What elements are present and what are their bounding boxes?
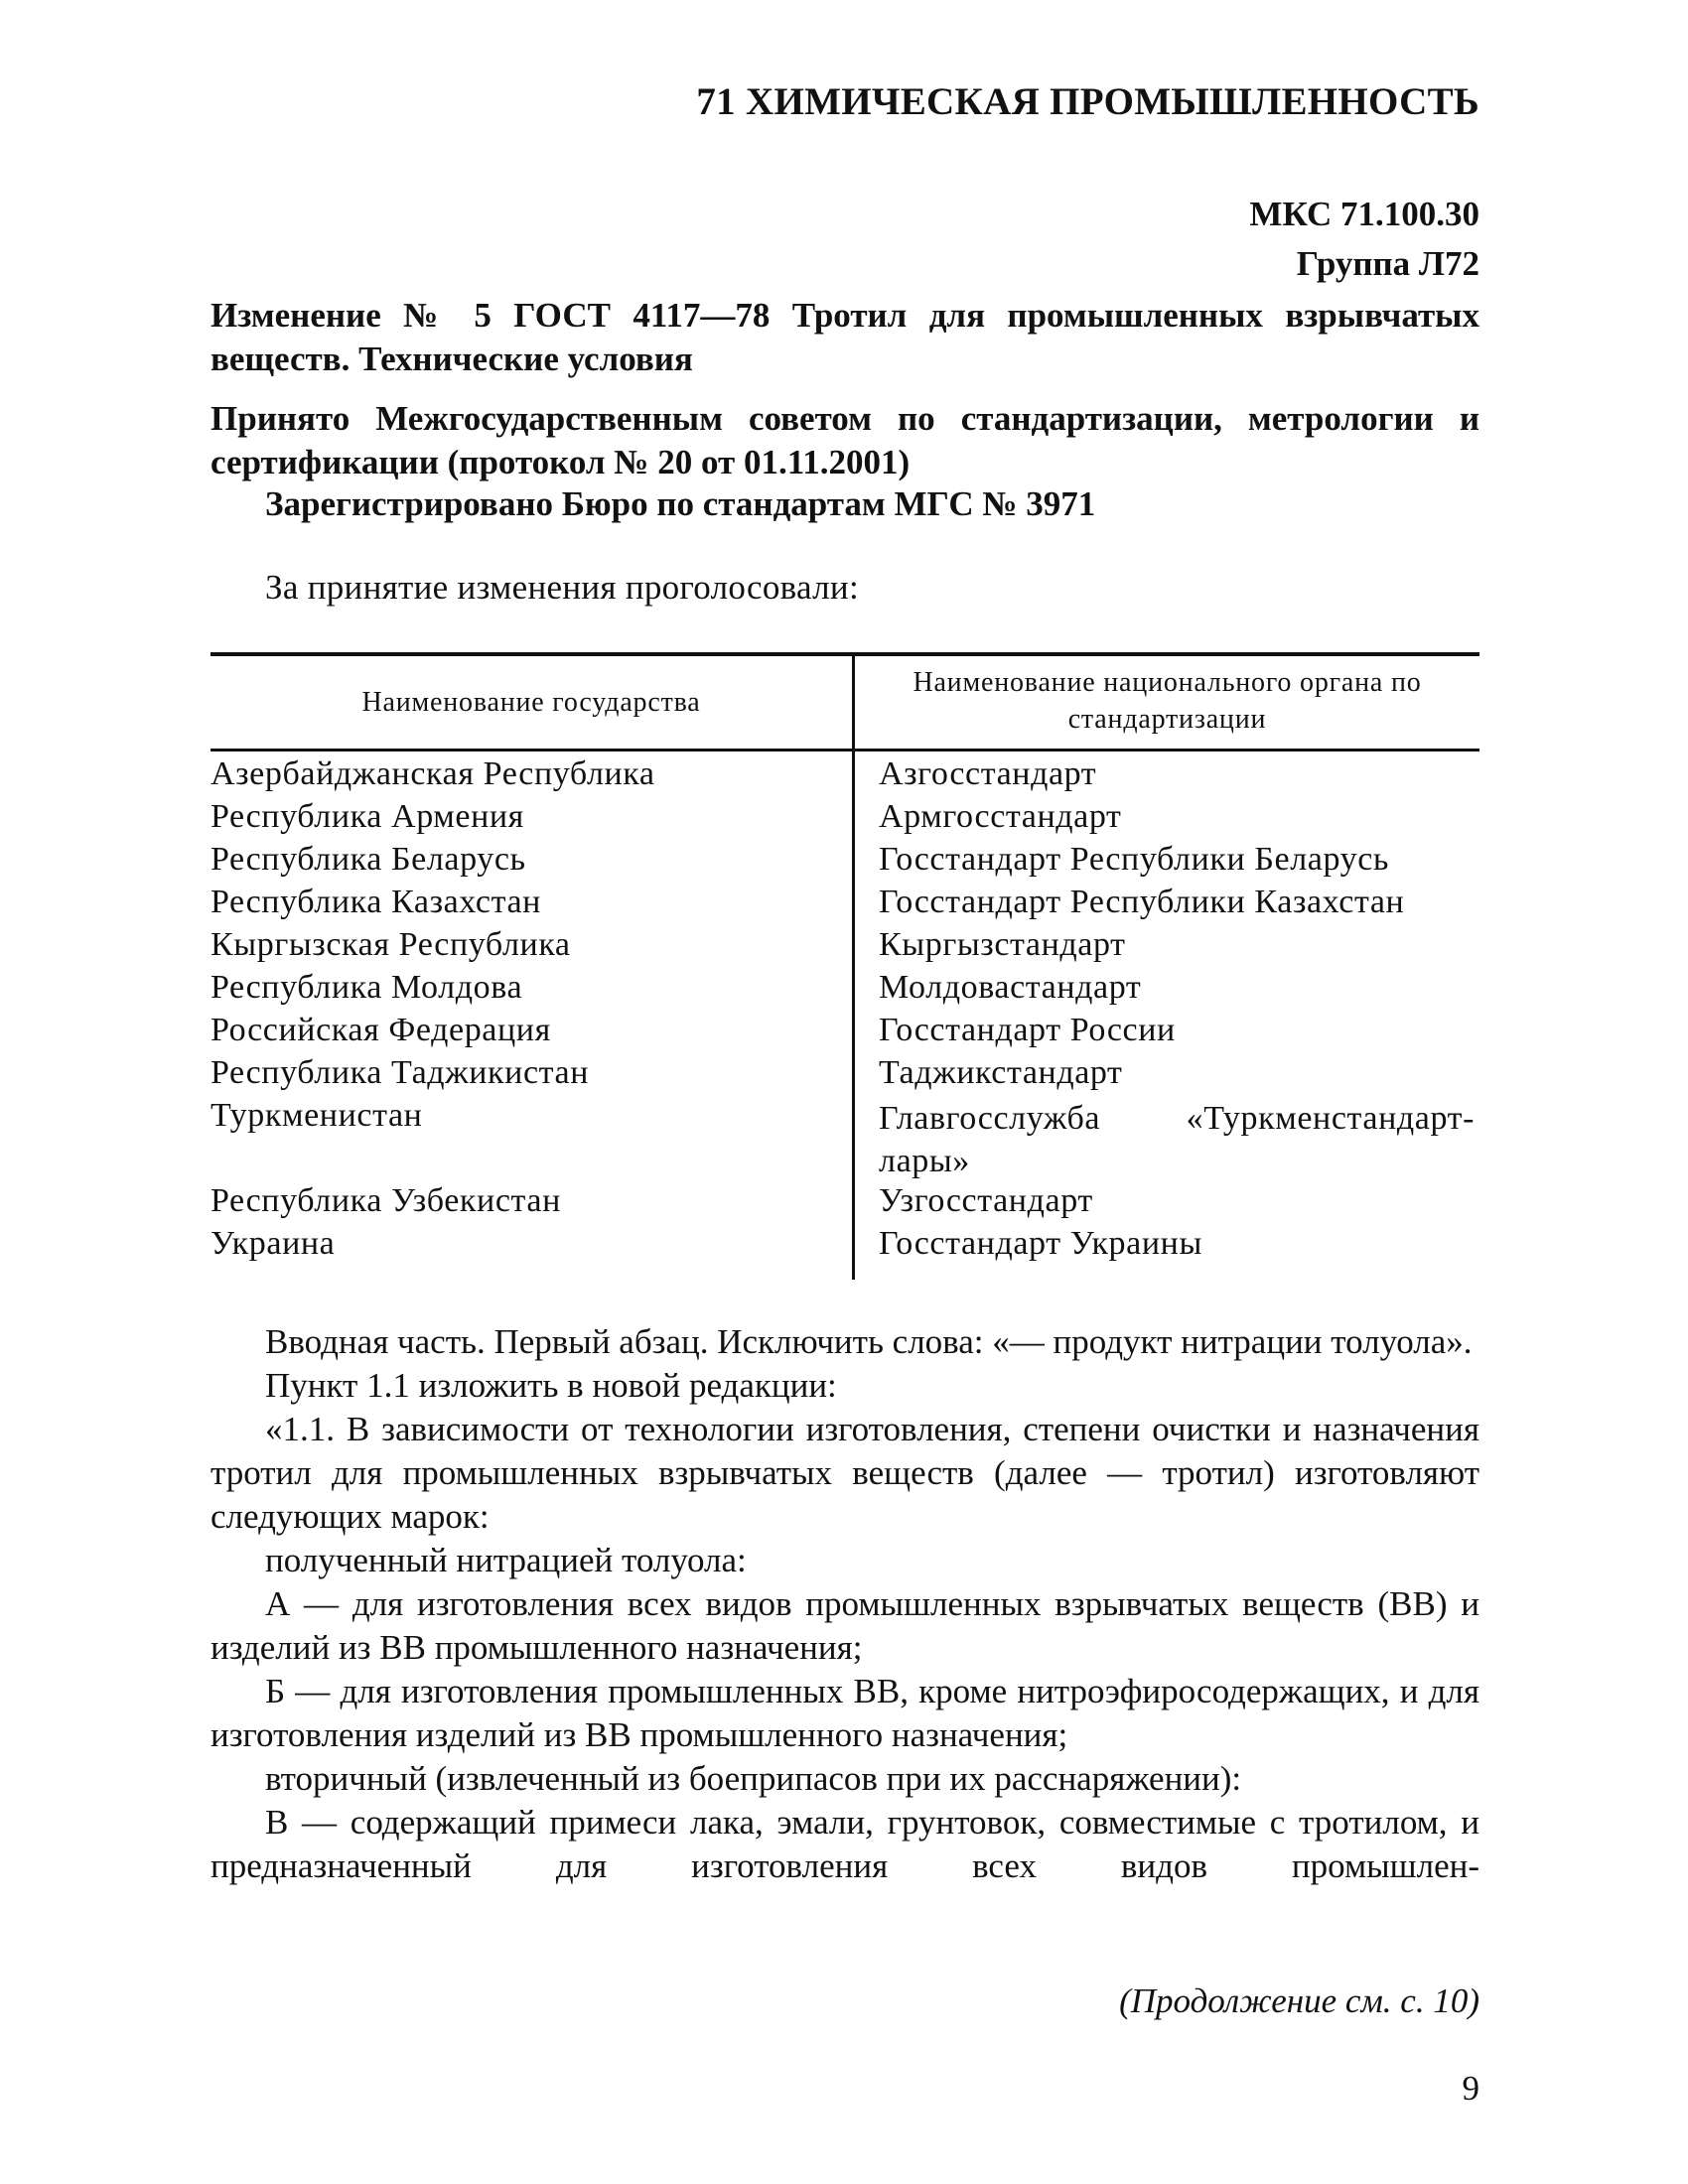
body-paragraph: полученный нитрацией толуола:	[265, 1541, 747, 1579]
table-cell-body: Молдовастандарт	[879, 969, 1142, 1006]
body-paragraph: Вводная часть. Первый абзац. Исключить слова: «— продукт нитрации толуола».	[265, 1322, 1473, 1361]
table-cell-body: Госстандарт Республики Казахстан	[879, 884, 1405, 920]
table-cell-state: Туркменистан	[211, 1097, 423, 1134]
table-header-rule	[211, 749, 1479, 751]
table-cell-state: Республика Узбекистан	[211, 1182, 561, 1219]
table-cell-body: Таджикстандарт	[879, 1054, 1123, 1091]
registration-statement: Зарегистрировано Бюро по стандартам МГС № 3971	[265, 484, 1096, 523]
table-cell-state: Украина	[211, 1225, 336, 1262]
body-paragraph: «1.1. В зависимости от технологии изготовления, степени очистки и назначения тротил для промышленных взрывчатых веществ (далее — тротил) изготовляют следующих марок:	[211, 1410, 1479, 1536]
column-header-body: Наименование национального органа по стандартизации	[913, 667, 1422, 735]
table-cell-body: Кыргызстандарт	[879, 926, 1126, 963]
page-number: 9	[1462, 2069, 1479, 2108]
table-cell-body: Узгосстандарт	[879, 1182, 1093, 1219]
table-cell-body: Госстандарт Украины	[879, 1225, 1202, 1262]
column-header-state: Наименование государства	[361, 687, 701, 718]
amendment-body	[211, 1320, 1479, 1888]
table-cell-state: Республика Таджикистан	[211, 1054, 590, 1091]
adopted-statement: Принято Межгосударственным советом по стандартизации, метрологии и сертификации (протокол № 20 от 01.11.2001)	[211, 399, 1479, 481]
body-paragraph: В — содержащий примеси лака, эмали, грунтовок, совместимые с тротилом, и предназначенный для изготовления всех видов промышлен-	[211, 1803, 1479, 1885]
continuation-note: (Продолжение см. с. 10)	[1119, 1981, 1479, 2020]
table-cell-body: Азгосстандарт	[879, 755, 1097, 792]
section-heading: 71 ХИМИЧЕСКАЯ ПРОМЫШЛЕННОСТЬ	[696, 80, 1479, 123]
voting-table	[211, 652, 1479, 1284]
table-cell-body: Госстандарт России	[879, 1012, 1176, 1048]
table-cell-state: Российская Федерация	[211, 1012, 551, 1048]
table-cell-state: Республика Армения	[211, 798, 524, 835]
table-cell-body: Армгосстандарт	[879, 798, 1122, 835]
table-cell-state: Кыргызская Республика	[211, 926, 571, 963]
body-paragraph: Б — для изготовления промышленных ВВ, кроме нитроэфиросодержащих, и для изготовления изделий из ВВ промышленного назначения;	[211, 1672, 1479, 1754]
table-column-divider	[852, 656, 855, 1280]
document-page	[211, 0, 1479, 2184]
body-paragraph: Пункт 1.1 изложить в новой редакции:	[265, 1366, 837, 1405]
mks-code: МКС 71.100.30	[1249, 195, 1479, 233]
group-code: Группа Л72	[1296, 244, 1479, 283]
body-paragraph: вторичный (извлеченный из боеприпасов при их расснаряжении):	[265, 1759, 1242, 1798]
table-cell-body: Госстандарт Республики Беларусь	[879, 841, 1390, 878]
amendment-title: Изменение № 5 ГОСТ 4117—78 Тротил для промышленных взрывчатых веществ. Технические условия	[211, 296, 1479, 378]
table-cell-state: Республика Беларусь	[211, 841, 526, 878]
body-paragraph: А — для изготовления всех видов промышленных взрывчатых веществ (ВВ) и изделий из ВВ промышленного назначения;	[211, 1584, 1479, 1667]
table-top-rule	[211, 652, 1479, 656]
table-cell-state: Азербайджанская Республика	[211, 755, 655, 792]
table-cell-state: Республика Молдова	[211, 969, 523, 1006]
voted-intro: За принятие изменения проголосовали:	[265, 568, 859, 607]
table-cell-state: Республика Казахстан	[211, 884, 541, 920]
table-cell-body: Главгосслужба «Туркменстандарт-лары»	[879, 1100, 1475, 1179]
